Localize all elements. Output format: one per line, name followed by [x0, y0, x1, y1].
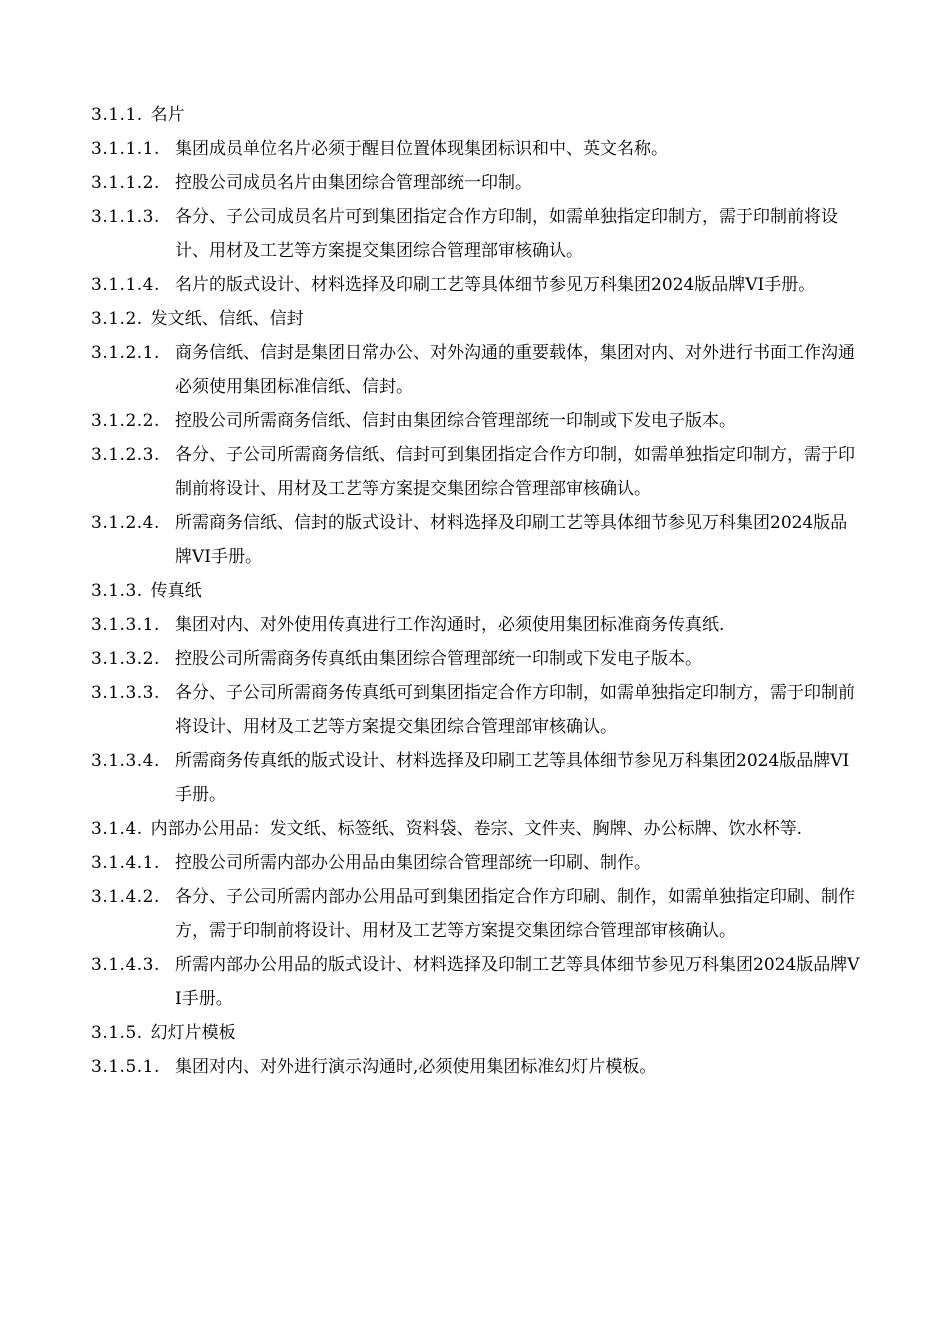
- clause-text: 商务信纸、信封是集团日常办公、对外沟通的重要载体，集团对内、对外进行书面工作沟通必须使用集团标准信纸、信封。: [175, 343, 855, 397]
- section-heading: [91, 574, 861, 608]
- clause-paragraph: [91, 200, 861, 268]
- section-heading: [91, 812, 861, 846]
- clause-number: 3.1.4.: [91, 819, 143, 839]
- clause-number: 3.1.1.1.: [91, 139, 160, 159]
- clause-text: 控股公司所需商务传真纸由集团综合管理部统一印制或下发电子版本。: [175, 649, 702, 669]
- clause-number: 3.1.4.3.: [91, 955, 160, 975]
- clause-paragraph: [91, 744, 861, 812]
- clause-text: 名片的版式设计、材料选择及印刷工艺等具体细节参见万科集团2024版品牌VI手册。: [175, 275, 816, 295]
- clause-text: 控股公司所需内部办公用品由集团综合管理部统一印刷、制作。: [175, 853, 651, 873]
- clause-number: 3.1.3.4.: [91, 751, 160, 771]
- section-heading: [91, 302, 861, 336]
- clause-paragraph: [91, 438, 861, 506]
- clause-text: 所需商务信纸、信封的版式设计、材料选择及印刷工艺等具体细节参见万科集团2024版品牌VI手册。: [175, 513, 848, 567]
- clause-number: 3.1.3.3.: [91, 683, 160, 703]
- clause-paragraph: [91, 948, 861, 1016]
- clause-text: 集团对内、对外使用传真进行工作沟通时，必须使用集团标准商务传真纸.: [175, 615, 725, 635]
- section-heading: [91, 98, 861, 132]
- clause-text: 各分、子公司所需商务信纸、信封可到集团指定合作方印制，如需单独指定印制方，需于印制前将设计、用材及工艺等方案提交集团综合管理部审核确认。: [175, 445, 855, 499]
- clause-number: 3.1.1.: [91, 105, 143, 125]
- clause-number: 3.1.5.1.: [91, 1057, 160, 1077]
- clause-paragraph: [91, 132, 861, 166]
- section-heading: [91, 1016, 861, 1050]
- clause-paragraph: [91, 404, 861, 438]
- clause-number: 3.1.3.1.: [91, 615, 160, 635]
- clause-number: 3.1.2.1.: [91, 343, 160, 363]
- clause-text: 所需商务传真纸的版式设计、材料选择及印刷工艺等具体细节参见万科集团2024版品牌VI手册。: [175, 751, 850, 805]
- clause-text: 各分、子公司所需内部办公用品可到集团指定合作方印刷、制作，如需单独指定印刷、制作方，需于印制前将设计、用材及工艺等方案提交集团综合管理部审核确认。: [175, 887, 855, 941]
- clause-number: 3.1.3.: [91, 581, 143, 601]
- clause-number: 3.1.3.2.: [91, 649, 160, 669]
- clause-text: 控股公司所需商务信纸、信封由集团综合管理部统一印制或下发电子版本。: [175, 411, 736, 431]
- clause-paragraph: [91, 1050, 861, 1084]
- clause-text: 发文纸、信纸、信封: [150, 309, 304, 329]
- clause-number: 3.1.1.3.: [91, 207, 160, 227]
- clause-text: 各分、子公司所需商务传真纸可到集团指定合作方印制，如需单独指定印制方，需于印制前将设计、用材及工艺等方案提交集团综合管理部审核确认。: [175, 683, 855, 737]
- clause-paragraph: [91, 846, 861, 880]
- clause-number: 3.1.2.3.: [91, 445, 160, 465]
- clause-number: 3.1.2.4.: [91, 513, 160, 533]
- clause-number: 3.1.1.2.: [91, 173, 160, 193]
- clause-paragraph: [91, 506, 861, 574]
- clause-text: 各分、子公司成员名片可到集团指定合作方印制，如需单独指定印制方，需于印制前将设计、用材及工艺等方案提交集团综合管理部审核确认。: [175, 207, 838, 261]
- clause-text: 幻灯片模板: [150, 1023, 236, 1043]
- clause-paragraph: [91, 642, 861, 676]
- clause-number: 3.1.4.1.: [91, 853, 160, 873]
- clause-text: 集团成员单位名片必须于醒目位置体现集团标识和中、英文名称。: [175, 139, 668, 159]
- document-body: [91, 98, 861, 1084]
- clause-number: 3.1.2.: [91, 309, 143, 329]
- clause-number: 3.1.5.: [91, 1023, 143, 1043]
- clause-paragraph: [91, 336, 861, 404]
- clause-text: 集团对内、对外进行演示沟通时,必须使用集团标准幻灯片模板。: [175, 1057, 657, 1077]
- clause-paragraph: [91, 676, 861, 744]
- clause-text: 名片: [150, 105, 185, 125]
- clause-number: 3.1.1.4.: [91, 275, 160, 295]
- clause-text: 所需内部办公用品的版式设计、材料选择及印制工艺等具体细节参见万科集团2024版品牌VI手册。: [175, 955, 860, 1009]
- clause-number: 3.1.2.2.: [91, 411, 160, 431]
- clause-text: 控股公司成员名片由集团综合管理部统一印制。: [175, 173, 532, 193]
- clause-paragraph: [91, 880, 861, 948]
- clause-paragraph: [91, 608, 861, 642]
- clause-paragraph: [91, 166, 861, 200]
- clause-text: 传真纸: [150, 581, 202, 601]
- clause-text: 内部办公用品：发文纸、标签纸、资料袋、卷宗、文件夹、胸牌、办公标牌、饮水杯等.: [150, 819, 803, 839]
- clause-paragraph: [91, 268, 861, 302]
- clause-number: 3.1.4.2.: [91, 887, 160, 907]
